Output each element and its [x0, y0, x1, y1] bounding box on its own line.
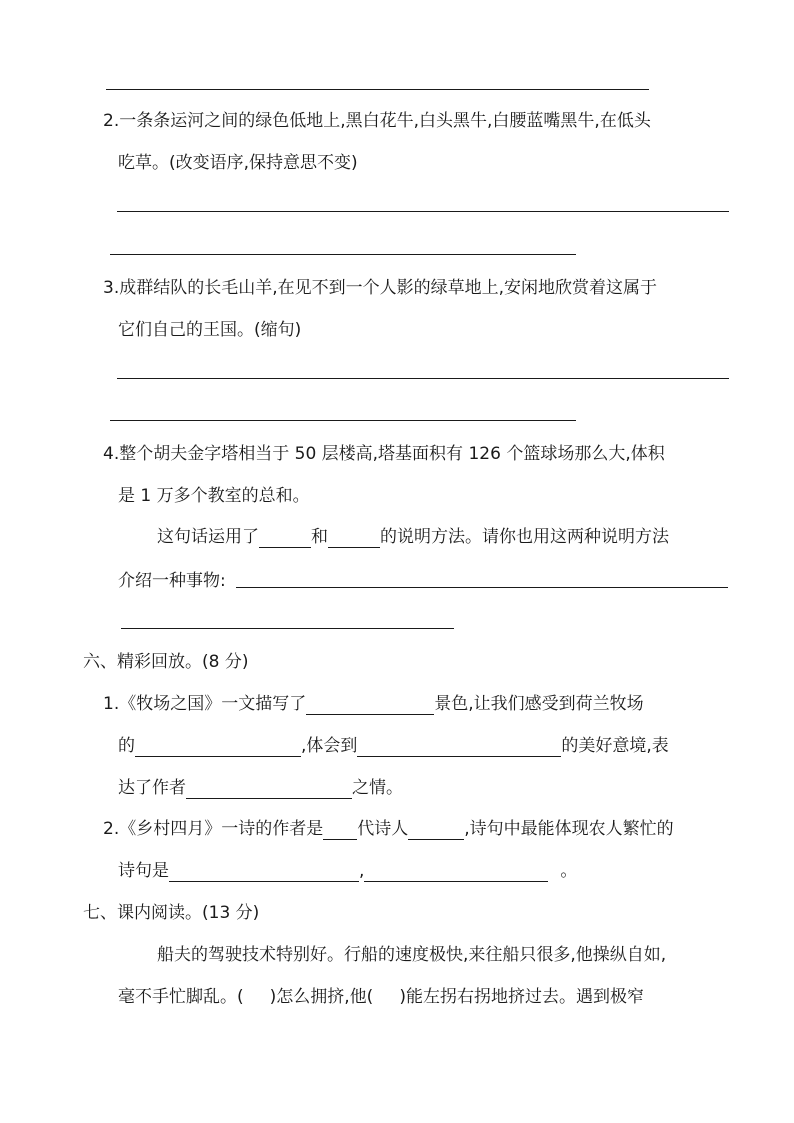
q4-line2: 是 1 万多个教室的总和。 [118, 486, 310, 506]
section7-heading: 七、课内阅读。(13 分) [83, 903, 260, 923]
s6-q2-b: 代诗人 [357, 819, 409, 839]
q2-line2: 吃草。(改变语序,保持意思不变) [118, 153, 358, 173]
q4-blank-method2[interactable] [328, 529, 380, 548]
s6-q2-c: ,诗句中最能体现农人繁忙的 [464, 819, 674, 839]
s6-q1-g: 之情。 [352, 778, 403, 798]
answer-line-q2-1 [117, 211, 729, 212]
s6-q2-d: 诗句是 [118, 861, 169, 881]
s6-blank-verse2[interactable] [364, 863, 548, 882]
q3-line1: 3.成群结队的长毛山羊,在见不到一个人影的绿草地上,安闲地欣赏着这属于 [103, 278, 658, 298]
s6-q2-f: 。 [560, 861, 578, 881]
q4-line1: 4.整个胡夫金字塔相当于 50 层楼高,塔基面积有 126 个篮球场那么大,体积 [103, 444, 665, 464]
answer-line-q4-2 [121, 628, 454, 629]
s6-blank-mood[interactable] [357, 738, 561, 757]
q4-line3-c: 的说明方法。请你也用这两种说明方法 [380, 527, 669, 547]
s6-q1-e: 的美好意境,表 [561, 736, 669, 756]
answer-line-q2-2 [110, 254, 576, 255]
s6-q1-b: 景色,让我们感受到荷兰牧场 [434, 694, 644, 714]
s6-q1-line1 [103, 693, 644, 715]
s6-blank-dynasty[interactable] [323, 821, 357, 840]
q4-line3 [157, 526, 669, 548]
s6-blank-scenery[interactable] [306, 696, 434, 715]
q4-line3-b: 和 [311, 527, 328, 547]
q4-line4: 介绍一种事物: [118, 571, 226, 591]
s6-q2-a: 2.《乡村四月》一诗的作者是 [103, 819, 324, 839]
answer-line-q3-2 [110, 420, 576, 421]
answer-line-q3-1 [117, 378, 729, 379]
s6-q1-a: 1.《牧场之国》一文描写了 [103, 694, 307, 714]
s7-p2-a: 毫不手忙脚乱。( [118, 987, 244, 1007]
s6-blank-verse1[interactable] [169, 863, 359, 882]
s7-p2-c: )能左拐右拐地挤过去。遇到极窄 [399, 987, 644, 1007]
s6-q1-d: ,体会到 [301, 736, 358, 756]
q4-blank-method1[interactable] [259, 529, 311, 548]
s7-paragraph-line2 [118, 986, 644, 1008]
s7-paragraph-line1: 船夫的驾驶技术特别好。行船的速度极快,来往船只很多,他操纵自如, [157, 945, 667, 965]
s7-p2-b: )怎么拥挤,他( [269, 987, 374, 1007]
q4-line3-a: 这句话运用了 [157, 527, 259, 547]
section6-heading: 六、精彩回放。(8 分) [83, 652, 249, 672]
s6-q1-c: 的 [118, 736, 135, 756]
s6-q1-line3 [118, 777, 403, 799]
s6-q1-line2 [118, 735, 669, 757]
s6-q2-line2 [118, 860, 577, 882]
s6-q2-e: , [359, 861, 365, 881]
q2-line1: 2.一条条运河之间的绿色低地上,黑白花牛,白头黑牛,白腰蓝嘴黑牛,在低头 [103, 111, 651, 131]
s6-q1-f: 达了作者 [118, 778, 186, 798]
answer-line-q1 [106, 89, 649, 90]
q3-line2: 它们自己的王国。(缩句) [118, 320, 302, 340]
s6-blank-poet[interactable] [408, 821, 464, 840]
s6-blank-feeling[interactable] [186, 780, 352, 799]
s6-q2-line1 [103, 818, 674, 840]
answer-line-q4-1 [236, 587, 728, 588]
s6-blank-pasture[interactable] [135, 738, 301, 757]
